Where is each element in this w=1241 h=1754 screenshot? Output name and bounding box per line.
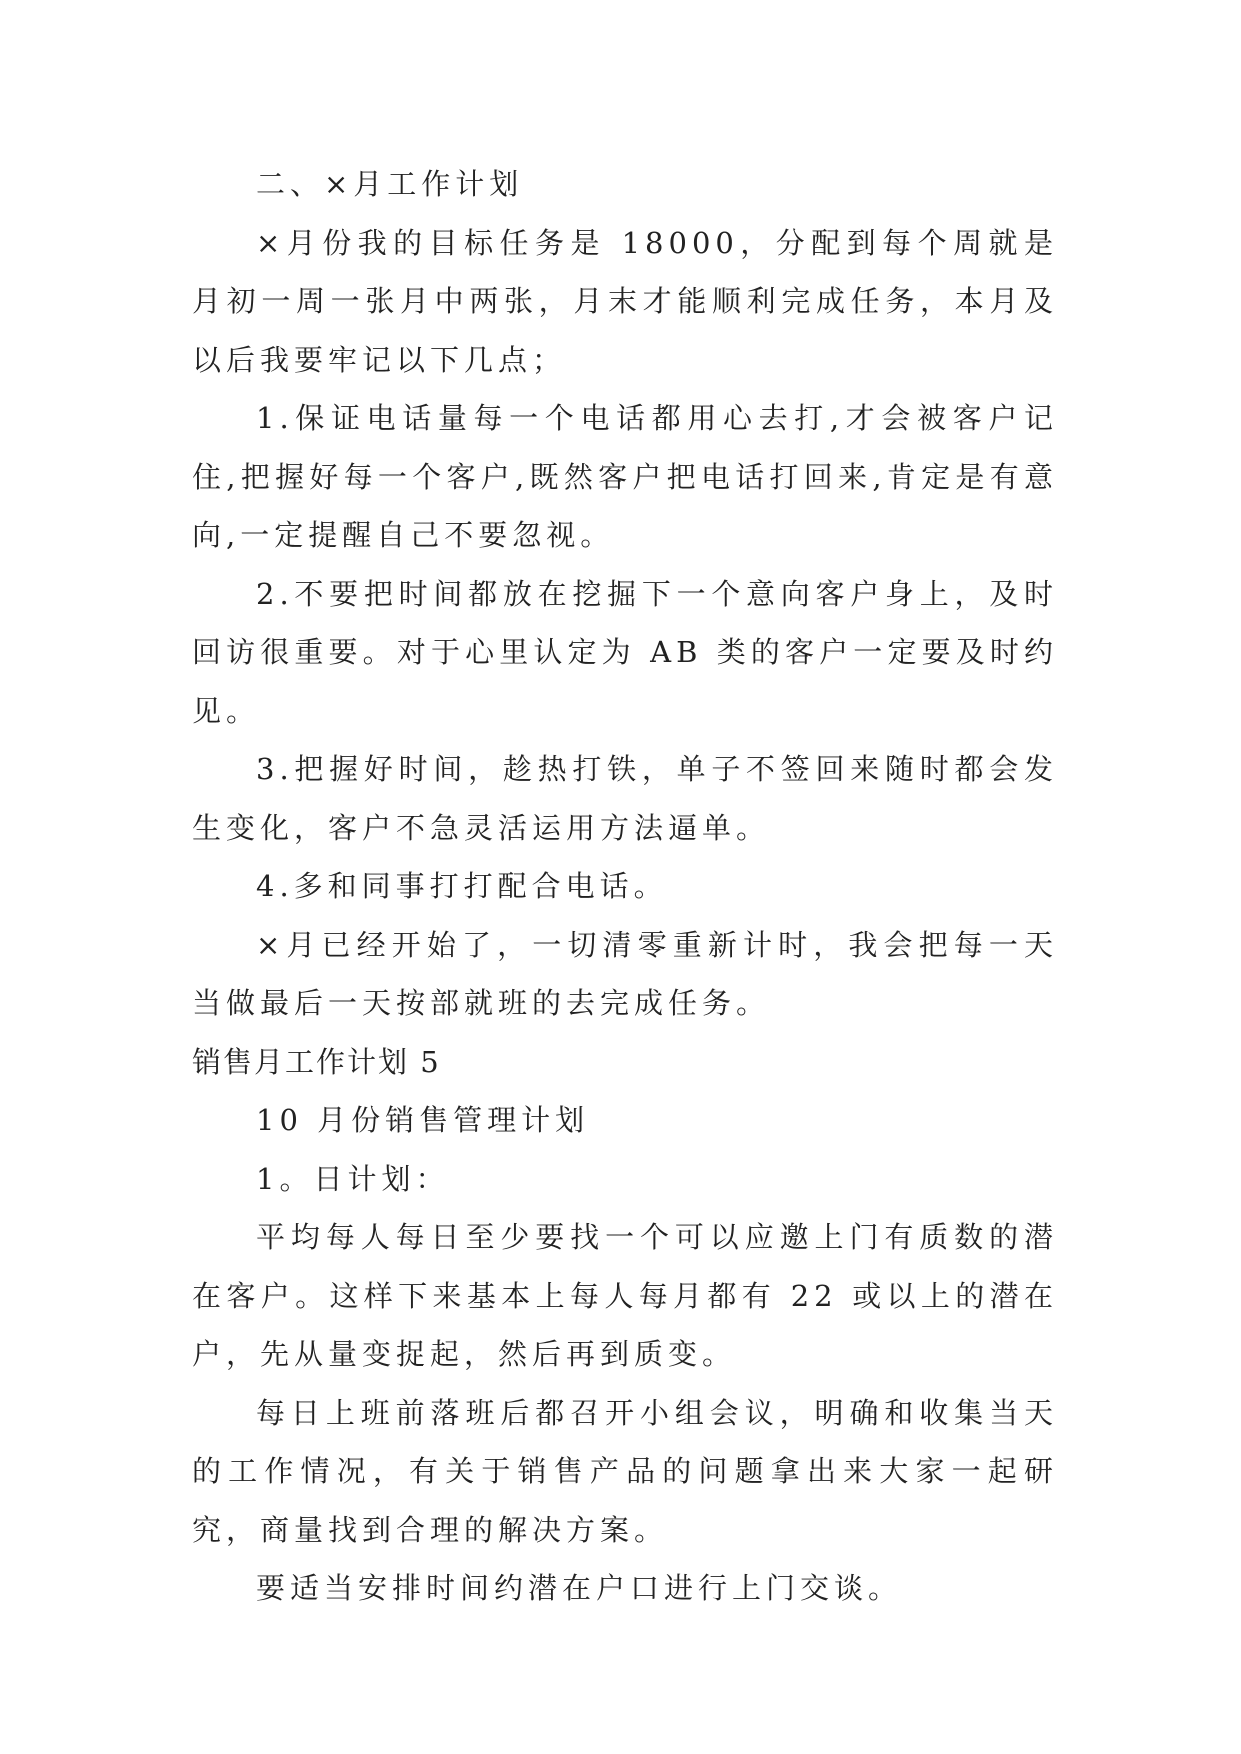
paragraph-daily-clients: 平均每人每日至少要找一个可以应邀上门有质数的潜在客户。这样下来基本上每人每月都有 22 或以上的潜在户，先从量变捉起，然后再到质变。 bbox=[192, 1220, 1058, 1371]
list-item-2: 2.不要把时间都放在挖掘下一个意向客户身上，及时回访很重要。对于心里认定为 AB 类的客户一定要及时约见。 bbox=[192, 576, 1058, 728]
section-title-sales-plan-5: 销售月工作计划 5 bbox=[192, 1044, 441, 1079]
document-body bbox=[192, 155, 1058, 1618]
list-item-1: 1.保证电话量每一个电话都用心去打,才会被客户记住,把握好每一个客户,既然客户把电话打回来,肯定是有意向,一定提醒自己不要忽视。 bbox=[192, 401, 1058, 552]
subheading-october-plan: 10 月份销售管理计划 bbox=[256, 1103, 590, 1137]
paragraph-target-task: ×月份我的目标任务是 18000，分配到每个周就是月初一周一张月中两张，月末才能顺利完成任务，本月及以后我要牢记以下几点； bbox=[192, 225, 1058, 377]
paragraph-month-started: ×月已经开始了，一切清零重新计时，我会把每一天当做最后一天按部就班的去完成任务。 bbox=[192, 927, 1058, 1020]
list-item-4: 4.多和同事打打配合电话。 bbox=[256, 869, 668, 903]
paragraph-daily-meetings: 每日上班前落班后都召开小组会议，明确和收集当天的工作情况，有关于销售产品的问题拿出来大家一起研究，商量找到合理的解决方案。 bbox=[192, 1395, 1058, 1547]
subheading-daily-plan: 1。日计划： bbox=[256, 1161, 450, 1196]
list-item-3: 3.把握好时间，趁热打铁，单子不签回来随时都会发生变化，客户不急灵活运用方法逼单。 bbox=[192, 752, 1058, 845]
section-heading-monthly-plan: 二、×月工作计划 bbox=[256, 167, 524, 201]
paragraph-visits: 要适当安排时间约潜在户口进行上门交谈。 bbox=[256, 1571, 903, 1605]
